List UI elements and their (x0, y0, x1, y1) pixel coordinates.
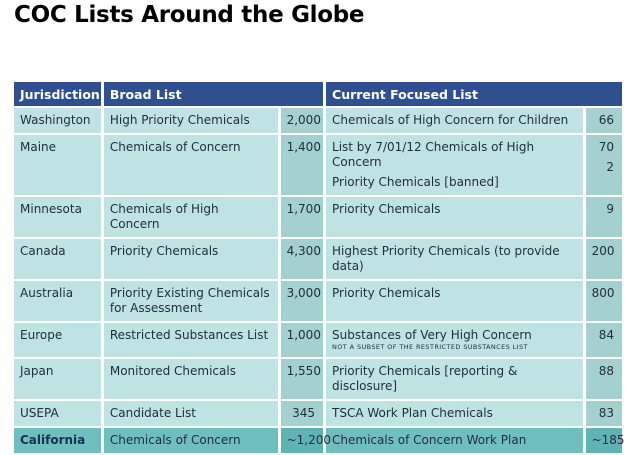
table-row (14, 108, 622, 133)
broad-list-cell: Priority Chemicals (104, 239, 278, 279)
jurisdiction-cell: Washington (14, 108, 101, 133)
focused-list-cell (326, 323, 583, 357)
focused-list-cell: Priority Chemicals (326, 197, 583, 237)
jurisdiction-cell: Australia (14, 281, 101, 321)
focused-list-item: Priority Chemicals [banned] (332, 175, 499, 189)
coc-table-container (14, 80, 628, 455)
focused-count-cell: 66 (586, 108, 622, 133)
focused-list-cell: Priority Chemicals [reporting & disclosure] (326, 359, 583, 399)
header-focused-list: Current Focused List (326, 82, 622, 106)
focused-count-cell: 83 (586, 401, 622, 426)
broad-list-cell: Priority Existing Chemicals for Assessment (104, 281, 278, 321)
table-row (14, 135, 622, 195)
broad-count-cell: ~1,200 (281, 428, 323, 453)
focused-list-cell: Chemicals of Concern Work Plan (326, 428, 583, 453)
focused-list-cell: Priority Chemicals (326, 281, 583, 321)
focused-count-cell: ~185 (586, 428, 622, 453)
broad-count-cell: 345 (281, 401, 323, 426)
broad-list-cell: Restricted Substances List (104, 323, 278, 357)
broad-count-cell: 1,700 (281, 197, 323, 237)
focused-list-cell: TSCA Work Plan Chemicals (326, 401, 583, 426)
broad-count-cell: 1,000 (281, 323, 323, 357)
table-row (14, 323, 622, 357)
focused-list-cell: Chemicals of High Concern for Children (326, 108, 583, 133)
focused-list-note: NOT A SUBSET OF THE RESTRICTED SUBSTANCES LIST (332, 343, 528, 351)
header-row (14, 82, 622, 106)
jurisdiction-cell: Minnesota (14, 197, 101, 237)
broad-list-cell: Chemicals of High Concern (104, 197, 278, 237)
header-jurisdiction: Jurisdiction (14, 82, 101, 106)
broad-count-cell: 4,300 (281, 239, 323, 279)
broad-list-cell: Chemicals of Concern (104, 135, 278, 195)
jurisdiction-cell: Maine (14, 135, 101, 195)
broad-count-cell: 1,400 (281, 135, 323, 195)
focused-count-value: 2 (606, 160, 614, 174)
focused-count-cell: 9 (586, 197, 622, 237)
table-row (14, 401, 622, 426)
broad-list-cell: Candidate List (104, 401, 278, 426)
broad-count-cell: 3,000 (281, 281, 323, 321)
broad-list-cell: High Priority Chemicals (104, 108, 278, 133)
jurisdiction-cell: Europe (14, 323, 101, 357)
table-row (14, 281, 622, 321)
focused-count-cell: 800 (586, 281, 622, 321)
page-title: COC Lists Around the Globe (14, 2, 365, 28)
broad-count-cell: 1,550 (281, 359, 323, 399)
focused-count-value: 70 (598, 140, 614, 154)
focused-count-cell: 200 (586, 239, 622, 279)
table-row (14, 197, 622, 237)
table-row-highlighted (14, 428, 622, 453)
header-broad-list: Broad List (104, 82, 323, 106)
focused-count-cell: 88 (586, 359, 622, 399)
jurisdiction-cell: California (14, 428, 101, 453)
broad-list-cell: Monitored Chemicals (104, 359, 278, 399)
broad-count-cell: 2,000 (281, 108, 323, 133)
jurisdiction-cell: Canada (14, 239, 101, 279)
table-row (14, 359, 622, 399)
focused-count-cell: 84 (586, 323, 622, 357)
focused-count-cell (586, 135, 622, 195)
focused-list-item: List by 7/01/12 Chemicals of High Concern (332, 140, 535, 169)
coc-table (11, 80, 625, 455)
table-row (14, 239, 622, 279)
jurisdiction-cell: USEPA (14, 401, 101, 426)
focused-list-item: Substances of Very High Concern (332, 328, 532, 342)
jurisdiction-cell: Japan (14, 359, 101, 399)
broad-list-cell: Chemicals of Concern (104, 428, 278, 453)
focused-list-cell: Highest Priority Chemicals (to provide data) (326, 239, 583, 279)
focused-list-cell (326, 135, 583, 195)
